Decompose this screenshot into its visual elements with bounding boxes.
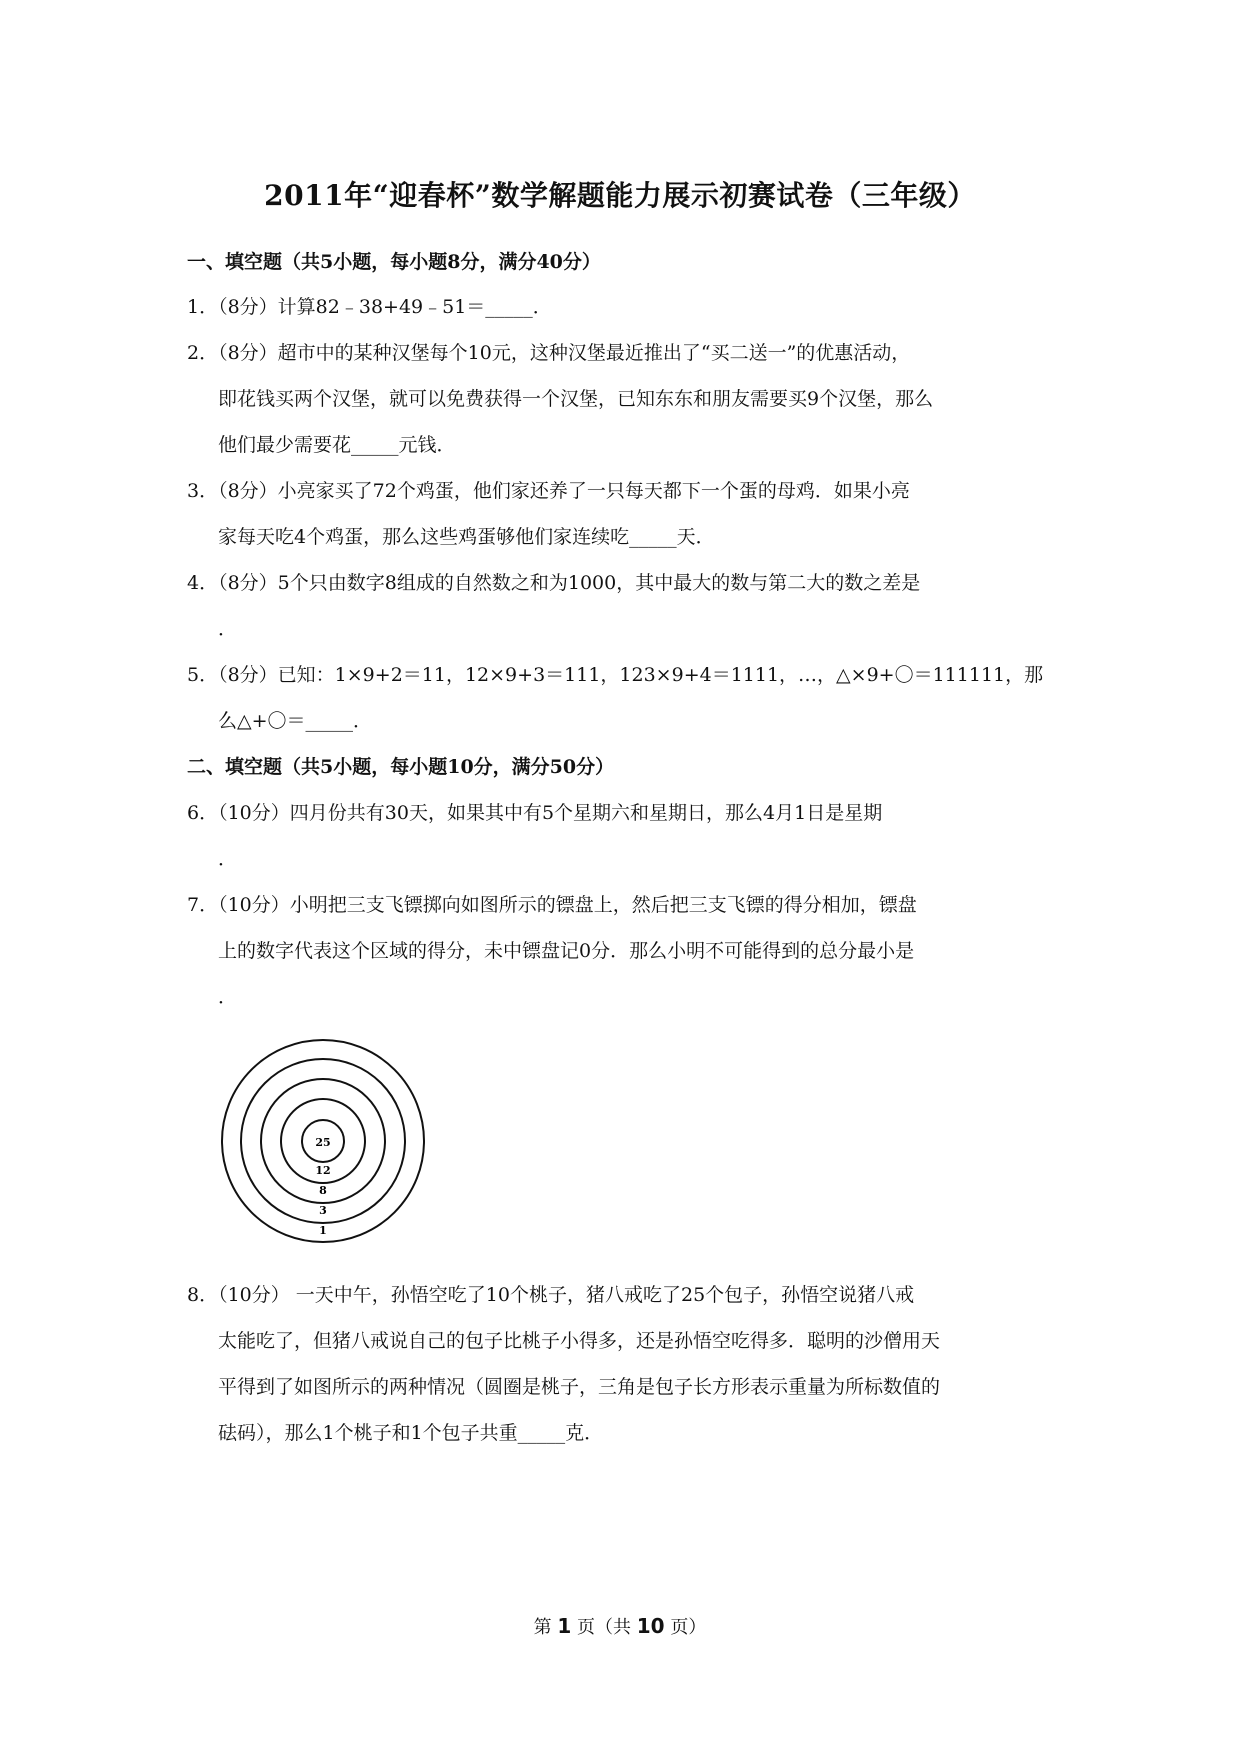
footer-total-pages: 10 bbox=[636, 1614, 665, 1638]
question-3-line-1: 3．（8分）小亮家买了72个鸡蛋，他们家还养了一只每天都下一个蛋的母鸡．如果小亮 bbox=[187, 480, 910, 502]
footer-middle: 页（共 bbox=[577, 1617, 632, 1638]
footer-prefix: 第 bbox=[533, 1617, 552, 1638]
question-7-line-3: ． bbox=[218, 986, 238, 1008]
page-title: 2011年“迎春杯”数学解题能力展示初赛试卷（三年级） bbox=[264, 179, 976, 212]
question-8-line-1: 8．（10分） 一天中午，孙悟空吃了10个桃子，猪八戒吃了25个包子，孙悟空说猪八戒 bbox=[187, 1284, 915, 1306]
section-heading-1: 一、填空题（共5小题，每小题8分，满分40分） bbox=[187, 251, 601, 273]
dartboard-label-12: 12 bbox=[315, 1164, 331, 1177]
question-7-line-1: 7．（10分）小明把三支飞镖掷向如图所示的镖盘上，然后把三支飞镖的得分相加，镖盘 bbox=[187, 894, 917, 916]
question-2-line-3: 他们最少需要花_____元钱． bbox=[218, 434, 456, 456]
question-5-line-1: 5．（8分）已知：1×9+2＝11，12×9+3＝111，123×9+4＝1111，…，△×9+〇＝111111，那 bbox=[187, 664, 1044, 686]
question-2-line-1: 2．（8分）超市中的某种汉堡每个10元，这种汉堡最近推出了“买二送一”的优惠活动， bbox=[187, 342, 911, 364]
question-1-line: 1．（8分）计算82﹣38+49﹣51＝_____． bbox=[187, 296, 552, 318]
question-6-line-2: ． bbox=[218, 848, 238, 870]
question-7-line-2: 上的数字代表这个区域的得分，未中镖盘记0分．那么小明不可能得到的总分最小是 bbox=[218, 940, 915, 962]
footer-page-number: 1 bbox=[557, 1614, 572, 1638]
dartboard-label-1: 1 bbox=[319, 1224, 327, 1237]
question-4-line-1: 4．（8分）5个只由数字8组成的自然数之和为1000，其中最大的数与第二大的数之差是 bbox=[187, 572, 921, 594]
question-8-line-3: 平得到了如图所示的两种情况（圆圈是桃子，三角是包子长方形表示重量为所标数值的 bbox=[218, 1376, 941, 1398]
dartboard-figure bbox=[220, 1038, 426, 1244]
page-footer bbox=[0, 1611, 1240, 1643]
section-heading-2: 二、填空题（共5小题，每小题10分，满分50分） bbox=[187, 756, 615, 778]
question-4-line-2: ． bbox=[218, 618, 238, 640]
question-5-line-2: 么△+〇＝_____． bbox=[218, 710, 373, 732]
question-8-line-2: 太能吃了，但猪八戒说自己的包子比桃子小得多，还是孙悟空吃得多．聪明的沙僧用天 bbox=[218, 1330, 941, 1352]
footer-suffix: 页） bbox=[670, 1617, 707, 1638]
dartboard-label-3: 3 bbox=[319, 1204, 327, 1217]
dartboard-label-25: 25 bbox=[315, 1136, 331, 1149]
question-8-line-4: 砝码），那么1个桃子和1个包子共重_____克． bbox=[218, 1422, 604, 1444]
dartboard-label-8: 8 bbox=[319, 1184, 327, 1197]
question-3-line-2: 家每天吃4个鸡蛋，那么这些鸡蛋够他们家连续吃_____天． bbox=[218, 526, 715, 548]
question-2-line-2: 即花钱买两个汉堡，就可以免费获得一个汉堡，已知东东和朋友需要买9个汉堡，那么 bbox=[218, 388, 934, 410]
question-6-line-1: 6．（10分）四月份共有30天，如果其中有5个星期六和星期日，那么4月1日是星期 bbox=[187, 802, 883, 824]
